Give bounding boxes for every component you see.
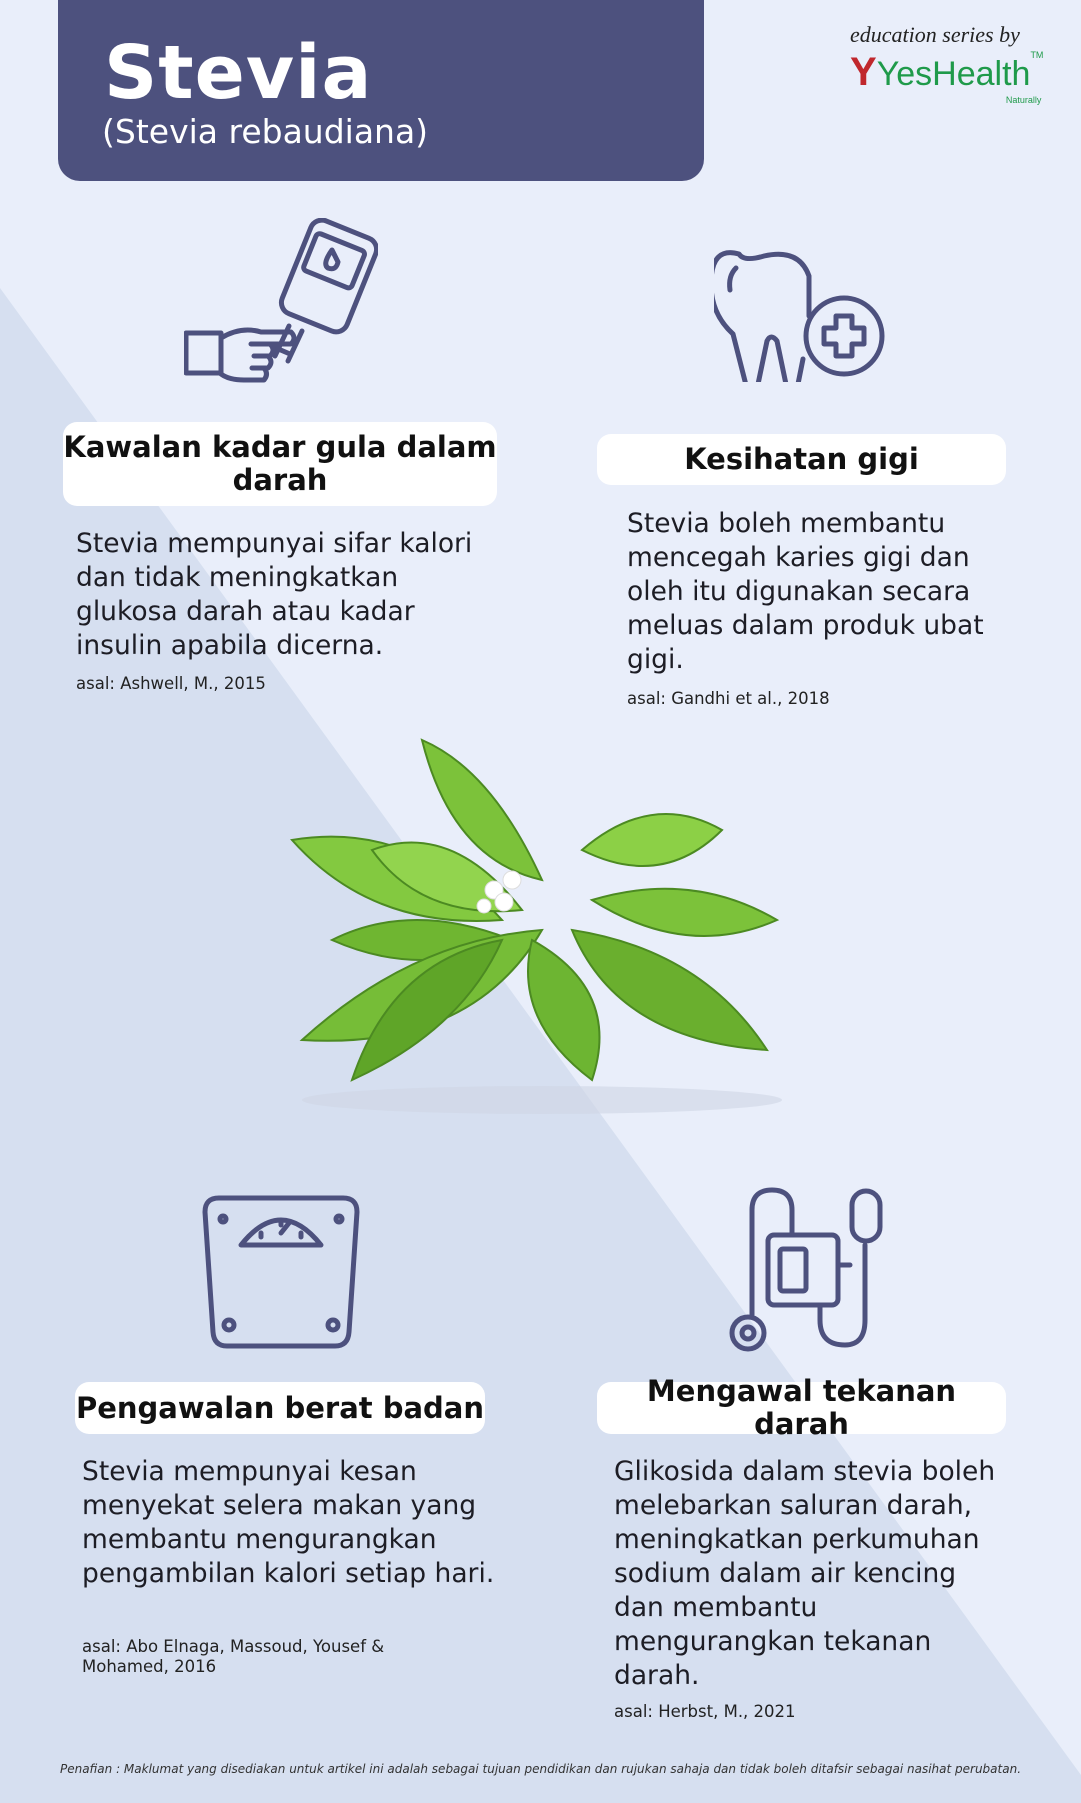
- section-heading-dental: Kesihatan gigi: [597, 434, 1006, 485]
- section-source-weight: asal: Abo Elnaga, Massoud, Yousef & Mohamed, 2016: [82, 1637, 385, 1676]
- tooth-plus-icon: [714, 246, 890, 382]
- brand-tagline: education series by: [850, 22, 1020, 47]
- glucose-meter-icon: [184, 218, 378, 393]
- section-body-weight: Stevia mempunyai kesan menyekat selera makan yang membantu mengurangkan pengambilan kalori setiap hari.: [82, 1456, 495, 1589]
- brand-logo: YYesHealth™ Naturally: [850, 50, 1044, 105]
- section-heading-blood-pressure: Mengawal tekanan darah: [597, 1382, 1006, 1434]
- section-heading-weight: Pengawalan berat badan: [75, 1382, 485, 1434]
- section-source-dental: asal: Gandhi et al., 2018: [627, 689, 830, 708]
- page-title: Stevia: [104, 30, 373, 116]
- blood-pressure-monitor-icon: [720, 1185, 885, 1353]
- section-heading-blood-sugar: Kawalan kadar gula dalam darah: [63, 422, 497, 506]
- section-source-blood-pressure: asal: Herbst, M., 2021: [614, 1702, 796, 1721]
- section-body-blood-sugar: Stevia mempunyai sifar kalori dan tidak meningkatkan glukosa darah atau kadar insulin apabila dicerna.: [76, 528, 473, 661]
- section-body-blood-pressure: Glikosida dalam stevia boleh melebarkan saluran darah, meningkatkan perkumuhan sodium dalam air kencing dan membantu mengurangkan tekanan darah.: [614, 1456, 996, 1691]
- page-subtitle: (Stevia rebaudiana): [102, 112, 429, 151]
- disclaimer: Penafian : Maklumat yang disediakan untuk artikel ini adalah sebagai tujuan pendidikan dan rujukan sahaja dan tidak boleh ditafsir sebagai nasihat perubatan.: [59, 1762, 1022, 1776]
- weighing-scale-icon: [201, 1193, 361, 1353]
- section-body-dental: Stevia boleh membantu mencegah karies gigi dan oleh itu digunakan secara meluas dalam produk ubat gigi.: [627, 508, 984, 675]
- section-source-blood-sugar: asal: Ashwell, M., 2015: [76, 674, 266, 693]
- logo-leaf-icon: Y: [850, 50, 877, 94]
- stevia-plant-image: [272, 730, 816, 1130]
